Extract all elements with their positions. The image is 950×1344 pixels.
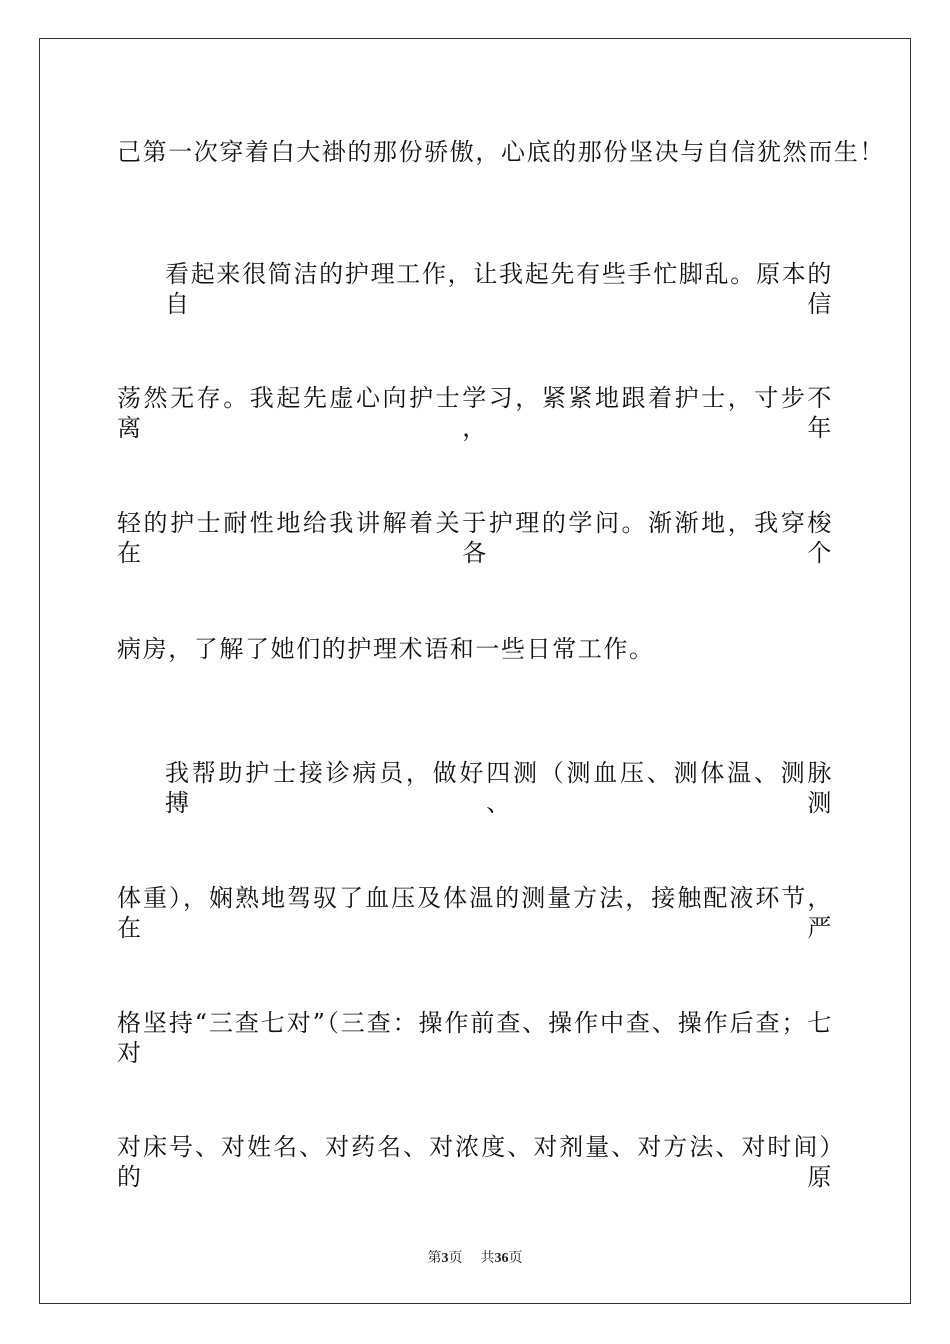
total-pages: 36 <box>494 1251 509 1266</box>
text-line-9: 对床号、对姓名、对药名、对浓度、对剂量、对方法、对时间）的原 <box>117 1133 833 1191</box>
page-prefix: 第 <box>427 1250 442 1266</box>
text-line-1: 己第一次穿着白大褂的那份骄傲，心底的那份坚决与自信犹然而生！ <box>117 138 885 166</box>
text-line-2: 看起来很简洁的护理工作，让我起先有些手忙脚乱。原本的自信 <box>165 260 833 318</box>
total-prefix: 共 <box>480 1250 495 1266</box>
page-suffix: 页 <box>448 1250 463 1266</box>
text-line-4: 轻的护士耐性地给我讲解着关于护理的学问。渐渐地，我穿梭在各个 <box>117 509 833 567</box>
page-number: 3 <box>441 1251 449 1266</box>
total-suffix: 页 <box>508 1250 523 1266</box>
page-footer <box>0 1249 950 1268</box>
text-line-6: 我帮助护士接诊病员，做好四测（测血压、测体温、测脉搏、测 <box>165 759 833 817</box>
text-line-3: 荡然无存。我起先虚心向护士学习，紧紧地跟着护士，寸步不离，年 <box>117 384 833 442</box>
page-border <box>39 38 911 1304</box>
text-line-5: 病房，了解了她们的护理术语和一些日常工作。 <box>117 635 655 663</box>
text-line-7: 体重），娴熟地驾驭了血压及体温的测量方法，接触配液环节，在严 <box>117 884 833 942</box>
text-line-8: 格坚持“三查七对”（三查：操作前查、操作中查、操作后查；七对 <box>117 1009 833 1067</box>
